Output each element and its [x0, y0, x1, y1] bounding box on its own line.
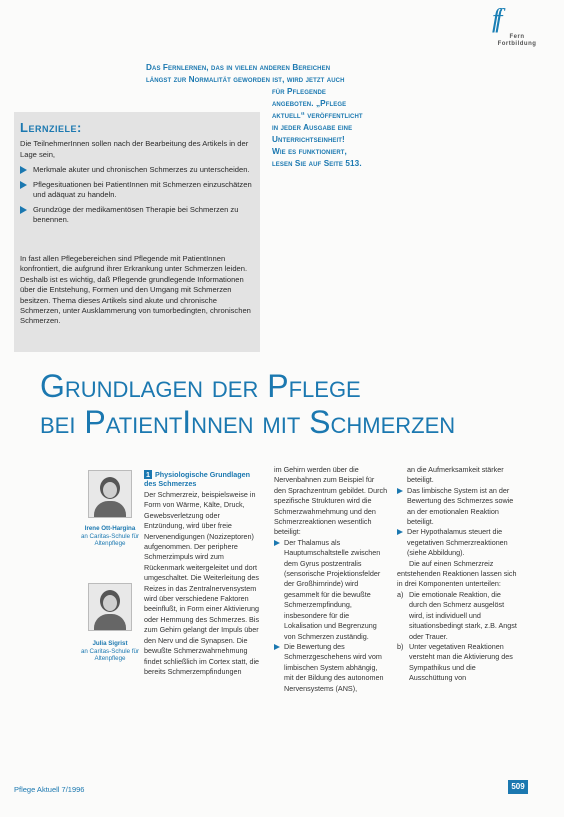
list-text: Unter vegetativen Reaktionen versteht man die Aktivierung des Sympathikus und die Ausschüttung von	[409, 641, 513, 683]
intro-line: Wie es funktioniert,	[272, 147, 347, 156]
learning-goals-body: In fast allen Pflegebereichen sind Pflegende mit PatientInnen konfrontiert, die aufgrund ihrer Erkrankung unter Schmerzen leiden. Deshalb ist es wichtig, daß Pflegende grundlegende Informationen über die Entstehung, Formen und den Umgang mit Schmerzen besitzen. Thema dieses Artikels sind akute und chronische Schmerzen, unter Ausklammerung von tumorbedingten, chronischen Schmerzen.	[20, 254, 251, 326]
logo-line-2: Fortbildung	[497, 41, 537, 47]
paragraph: im Gehirn werden über die Nervenbahnen zum Beispiel für den Sprachzentrum gebildet. Durch spezifische Strukturen wird die Schmerzwahrnehmung und den Schmerzreaktionen wesentlich beteiligt:	[274, 465, 388, 537]
list-item	[397, 642, 519, 684]
intro-line: aktuell“ veröffentlicht	[272, 111, 363, 120]
bullet-item	[274, 538, 388, 642]
triangle-bullet-icon	[274, 540, 280, 546]
journal-footer: Pflege Aktuell 7/1996	[14, 785, 85, 794]
intro-line: lesen Sie auf Seite 513.	[272, 159, 362, 168]
triangle-bullet-icon	[20, 166, 27, 174]
bullet-item	[397, 527, 519, 558]
learning-goals-intro: Die TeilnehmerInnen sollen nach der Bearbeitung des Artikels in der Lage sein,	[20, 139, 249, 159]
learning-goals-list	[20, 165, 256, 230]
page-number: 509	[508, 780, 528, 794]
author-caption	[80, 640, 140, 663]
article-column-3	[397, 465, 519, 684]
intro-line: angeboten. „Pflege	[272, 99, 347, 108]
article-title	[40, 368, 540, 440]
triangle-bullet-icon	[274, 644, 280, 650]
intro-line: Das Fernlernen, das in vielen anderen Bereichen	[146, 63, 331, 72]
paragraph: Der Schmerzreiz, beispielsweise in Form von Wärme, Kälte, Druck, Gewebsverletzung oder Entzündung, wird über freie Nervenendigungen (Nozizeptoren) aufgenommen. Der periphere Schmerzimpuls wird zum Rückenmark weitergeleitet und dort umgeschaltet. Die Weiterleitung des Reizes in das Zentralnervensystem wird über verschiedene Faktoren beeinflußt, in Form einer Aktivierung oder Hemmung des Schmerzes. Bis zum Gehirn gelangt der Impuls über den Nerv und die Synapsen. Die bewußte Schmerzwahrnehmung findet schließlich im Cortex statt, die bereits Schmerzempfindungen	[144, 490, 260, 676]
author-affiliation: an Caritas-Schule für Altenpflege	[80, 532, 140, 547]
triangle-bullet-icon	[20, 181, 27, 189]
title-line-2: bei PatientInnen mit Schmerzen	[40, 404, 456, 440]
section-heading	[144, 470, 262, 488]
bullet-text: Der Thalamus als Hauptumschaltstelle zwischen dem Gyrus postzentralis (sensorische Projektionsfelder der Großhirnrinde) wird gesammelt für die bewußte Schmerzempfindung, insbesondere für die Lokalisation und Begrenzung von Schmerzen zuständig.	[284, 537, 381, 641]
list-text: Die emotionale Reaktion, die durch den Schmerz ausgelöst wird, ist individuell und situationsbedingt stark, z.B. Angst oder Trauer.	[409, 589, 517, 641]
list-label: b)	[397, 641, 404, 651]
intro-line: Unterrichtseinheit!	[272, 135, 345, 144]
learning-goal-item	[20, 180, 256, 201]
title-line-1: Grundlagen der Pflege	[40, 368, 361, 404]
logo-mark: ff	[492, 4, 499, 33]
author-name: Irene Ott-Hargina	[84, 525, 136, 532]
section-heading-text: Physiologische Grundlagen des Schmerzes	[144, 470, 251, 488]
article-column-2	[274, 465, 388, 694]
bullet-text: Der Hypothalamus steuert die vegetativen Schmerzreaktionen (siehe Abbildung).	[407, 527, 508, 558]
bullet-item	[397, 486, 519, 528]
author-caption	[80, 525, 140, 548]
logo-line-1: Fern	[509, 34, 525, 40]
triangle-bullet-icon	[397, 529, 403, 535]
bullet-text: Die Bewertung des Schmerzgeschehens wird vom limbischen System abhängig, mit der Bildung des autonomen Nervensystems (ANS),	[284, 641, 384, 693]
learning-goals-box	[14, 112, 260, 352]
paragraph: Die auf einen Schmerzreiz entstehenden Reaktionen lassen sich in drei Komponenten unterteilen:	[397, 558, 517, 589]
intro-line: längst zur Normalität geworden ist, wird jetzt auch	[146, 75, 345, 84]
bullet-text: an die Aufmerksamkeit stärker beteiligt.	[407, 465, 504, 485]
intro-line: für Pflegende	[272, 87, 327, 96]
article-column-1	[144, 470, 262, 677]
list-label: a)	[397, 589, 404, 599]
intro-line: in jeder Ausgabe eine	[272, 123, 353, 132]
triangle-bullet-icon	[20, 206, 27, 214]
bullet-item	[274, 642, 388, 694]
learning-goal-text: Pflegesituationen bei PatientInnen mit Schmerzen einzuschätzen und adäquat zu handeln.	[33, 179, 252, 199]
triangle-bullet-icon	[397, 488, 403, 494]
bullet-item	[397, 465, 519, 486]
section-number: 1	[146, 470, 150, 479]
author-name: Julia Sigrist	[92, 640, 128, 647]
author-photo	[88, 583, 132, 631]
ff-logo	[482, 6, 552, 50]
author-affiliation: an Caritas-Schule für Altenpflege	[80, 647, 140, 662]
learning-goal-item	[20, 165, 256, 176]
author-photo	[88, 470, 132, 518]
learning-goal-text: Merkmale akuter und chronischen Schmerzes zu unterscheiden.	[33, 165, 250, 174]
learning-goal-item	[20, 205, 256, 226]
learning-goals-heading: Lernziele:	[20, 120, 82, 135]
list-item	[397, 590, 519, 642]
learning-goal-text: Grundzüge der medikamentösen Therapie bei Schmerzen zu benennen.	[33, 204, 239, 224]
bullet-text: Das limbische System ist an der Bewertung des Schmerzes sowie an der emotionalen Reaktion beteiligt.	[407, 485, 514, 527]
